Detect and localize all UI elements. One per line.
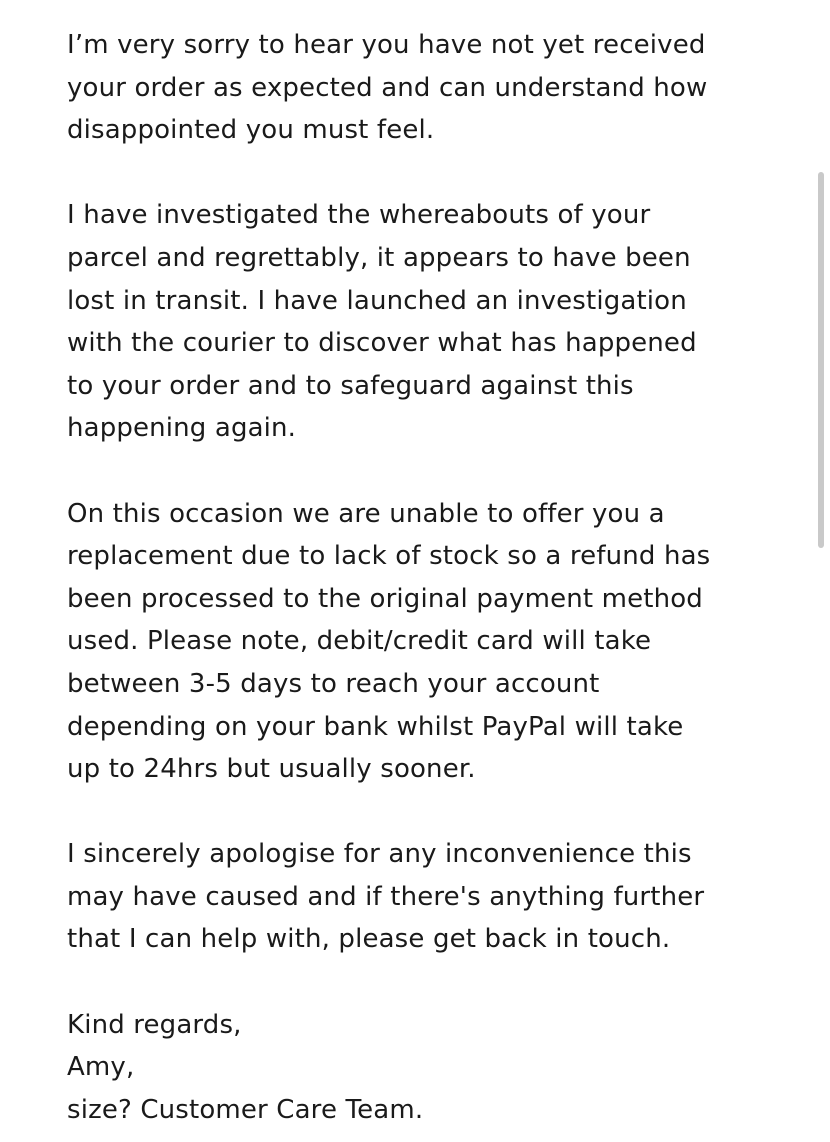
signoff-name: Amy,	[67, 1052, 135, 1083]
message-paragraph-closing: I sincerely apologise for any inconvenience this may have caused and if there's anything further that I can help with, please get back in touch.	[67, 839, 705, 955]
email-body	[67, 24, 787, 1131]
message-paragraph-apology: I’m very sorry to hear you have not yet received your order as expected and can understand how disappointed you must feel.	[67, 30, 708, 146]
scrollbar-thumb[interactable]	[818, 172, 824, 548]
message-paragraph-refund: On this occasion we are unable to offer you a replacement due to lack of stock so a refund has been processed to the original payment method used. Please note, debit/credit card will take between 3-5 days to reach your account depending on your bank whilst PayPal will take up to 24hrs but usually sooner.	[67, 498, 711, 785]
signoff-team: size? Customer Care Team.	[67, 1094, 424, 1125]
scrollbar[interactable]	[818, 172, 824, 548]
signoff-closing: Kind regards,	[67, 1009, 242, 1040]
message-paragraph-investigation: I have investigated the whereabouts of your parcel and regrettably, it appears to have been lost in transit. I have launched an investigation with the courier to discover what has happened to your order and to safeguard against this happening again.	[67, 200, 697, 444]
signature-block	[67, 1004, 787, 1132]
